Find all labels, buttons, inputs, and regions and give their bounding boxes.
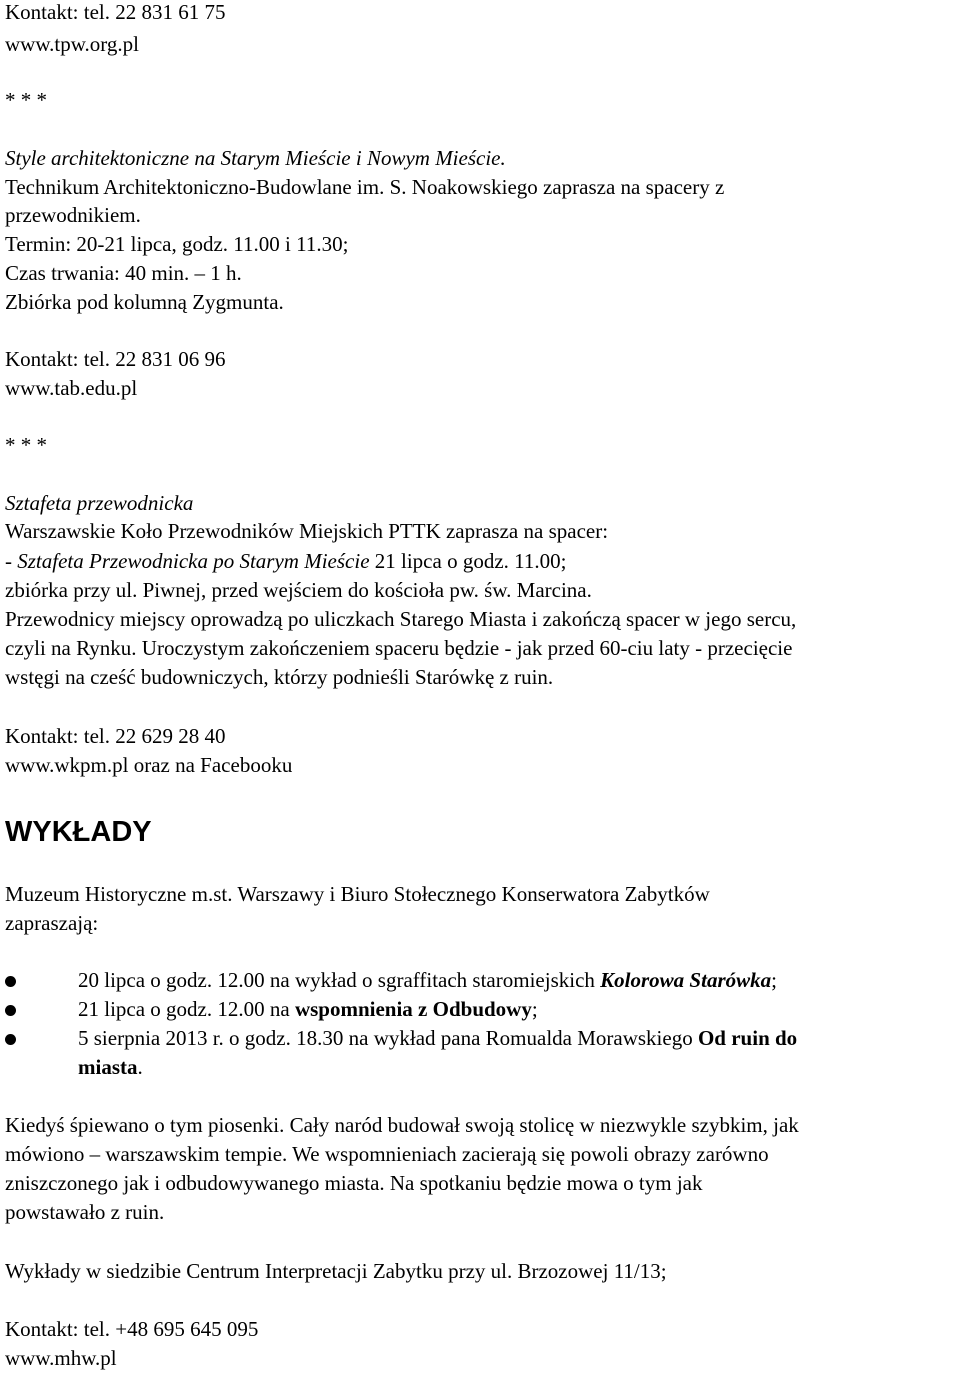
event-description-line: Przewodnicy miejscy oprowadzą po uliczkach Starego Miasta i zakończą spacer w jego sercu,: [5, 607, 797, 631]
event-meeting-point: Zbiórka pod kolumną Zygmunta.: [5, 290, 284, 314]
contact-website-link[interactable]: www.mhw.pl: [5, 1346, 117, 1370]
bullet-icon: [5, 1034, 16, 1045]
list-item: 21 lipca o godz. 12.00 na wspomnienia z Odbudowy;: [78, 997, 538, 1021]
contact-website-link[interactable]: www.wkpm.pl oraz na Facebooku: [5, 753, 293, 777]
event-description-line: Warszawskie Koło Przewodników Miejskich PTTK zaprasza na spacer:: [5, 519, 609, 543]
lecture-venue: Wykłady w siedzibie Centrum Interpretacji Zabytku przy ul. Brzozowej 11/13;: [5, 1259, 667, 1283]
event-description-line: czyli na Rynku. Uroczystym zakończeniem spaceru będzie - jak przed 60-ciu laty - przecięcie: [5, 636, 793, 660]
lecture-intro: Muzeum Historyczne m.st. Warszawy i Biuro Stołecznego Konserwatora Zabytków: [5, 882, 710, 906]
contact-website-link[interactable]: www.tab.edu.pl: [5, 376, 138, 400]
bullet-icon: [5, 1005, 16, 1016]
contact-phone: Kontakt: tel. 22 629 28 40: [5, 724, 226, 748]
list-item-continuation: miasta.: [78, 1055, 143, 1079]
paragraph-line: zniszczonego jak i odbudowywanego miasta. Na spotkaniu będzie mowa o tym jak: [5, 1171, 703, 1195]
lecture-intro: zapraszają:: [5, 911, 99, 935]
paragraph-line: Kiedyś śpiewano o tym piosenki. Cały naród budował swoją stolicę w niezwykle szybkim, jak: [5, 1113, 799, 1137]
contact-website-link[interactable]: www.tpw.org.pl: [5, 32, 139, 56]
event-title: Style architektoniczne na Starym Mieście i Nowym Mieście.: [5, 146, 506, 170]
event-title: Sztafeta przewodnicka: [5, 491, 194, 515]
list-item: 20 lipca o godz. 12.00 na wykład o sgraffitach staromiejskich Kolorowa Starówka;: [78, 968, 777, 992]
event-meeting-point: zbiórka przy ul. Piwnej, przed wejściem do kościoła pw. św. Marcina.: [5, 578, 592, 602]
event-description-line: wstęgi na cześć budowniczych, którzy podnieśli Starówkę z ruin.: [5, 665, 554, 689]
event-date: Termin: 20-21 lipca, godz. 11.00 i 11.30;: [5, 232, 349, 256]
contact-phone: Kontakt: tel. 22 831 06 96: [5, 347, 226, 371]
event-description-line: przewodnikiem.: [5, 203, 141, 227]
separator: * * *: [5, 88, 47, 112]
contact-phone: Kontakt: tel. +48 695 645 095: [5, 1317, 259, 1341]
bullet-icon: [5, 976, 16, 987]
section-heading: WYKŁADY: [5, 816, 152, 848]
paragraph-line: powstawało z ruin.: [5, 1200, 165, 1224]
event-description-line: Technikum Architektoniczno-Budowlane im. S. Noakowskiego zaprasza na spacery z: [5, 175, 725, 199]
contact-phone: Kontakt: tel. 22 831 61 75: [5, 0, 226, 24]
paragraph-line: mówiono – warszawskim tempie. We wspomnieniach zacierają się powoli obrazy zarówno: [5, 1142, 769, 1166]
list-item: 5 sierpnia 2013 r. o godz. 18.30 na wykład pana Romualda Morawskiego Od ruin do: [78, 1026, 798, 1050]
event-duration: Czas trwania: 40 min. – 1 h.: [5, 261, 242, 285]
event-description-line: - Sztafeta Przewodnicka po Starym Mieście 21 lipca o godz. 11.00;: [5, 549, 567, 573]
separator: * * *: [5, 433, 47, 457]
